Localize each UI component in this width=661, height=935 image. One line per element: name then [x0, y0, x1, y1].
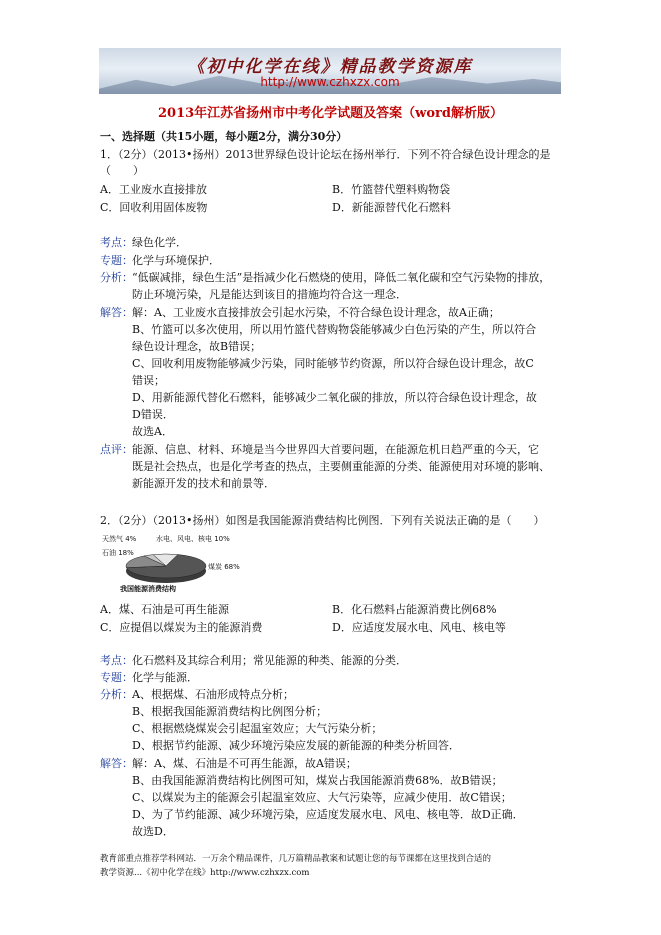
q2-fenxi-line-2: B、根据我国能源消费结构比例图分析； — [132, 705, 328, 718]
q2-fenxi-label: 分析： — [100, 688, 133, 701]
q1-option-c: C．回收利用固体废物 — [100, 201, 208, 214]
pie-chart-title: 我国能源消费结构 — [120, 585, 176, 593]
q1-stem-line-1: 1．（2分）（2013•扬州）2013世界绿色设计论坛在扬州举行．下列不符合绿色设计理念的是 — [100, 148, 551, 161]
q1-option-b: B．竹篮替代塑料购物袋 — [332, 183, 451, 196]
q2-option-b: B．化石燃料占能源消费比例68% — [332, 603, 497, 616]
q1-jieda-line-6: D、用新能源代替化石燃料，能够减少二氧化碳的排放，所以符合绿色设计理念，故 — [132, 391, 537, 404]
page-footer — [100, 852, 570, 880]
q1-jieda-line-1: 解：A、工业废水直接排放会引起水污染，不符合绿色设计理念，故A正确； — [132, 306, 500, 319]
q2-jieda-line-5: 故选D． — [132, 825, 174, 838]
q1-jieda-line-4: C、回收利用废物能够减少污染，同时能够节约资源，所以符合绿色设计理念，故C — [132, 357, 534, 370]
q2-fenxi-line-1: A、根据煤、石油形成特点分析； — [132, 688, 294, 701]
q1-fenxi-label: 分析： — [100, 271, 133, 284]
section-heading: 一、选择题（共15小题，每小题2分，满分30分） — [100, 130, 348, 143]
q2-jieda-line-3: C、以煤炭为主的能源会引起温室效应、大气污染等，应减少使用．故C错误； — [132, 791, 512, 804]
q2-fenxi-line-4: D、根据节约能源、减少环境污染应发展的新能源的种类分析回答． — [132, 739, 460, 752]
footer-line-1: 教育部重点推荐学科网站．一万余个精品课件，几万篇精品教案和试题让您的每节课都在这里找到合适的 — [100, 854, 492, 864]
q1-jieda-label: 解答： — [100, 306, 133, 319]
pie-label-oil: 石油 18% — [102, 549, 134, 557]
q2-option-c: C．应提倡以煤炭为主的能源消费 — [100, 621, 263, 634]
banner-url[interactable]: http://www.czhxzx.com — [260, 75, 400, 89]
pie-label-hydro: 水电、风电、核电 10% — [156, 535, 230, 543]
q2-fenxi-line-3: C、根据燃烧煤炭会引起温室效应；大气污染分析； — [132, 722, 383, 735]
q1-jieda-line-7: D错误． — [132, 408, 174, 421]
q1-zhuanti-text: 化学与环境保护． — [132, 254, 220, 267]
q1-fenxi-line-1: “低碳减排，绿色生活”是指减少化石燃烧的使用，降低二氧化碳和空气污染物的排放， — [132, 271, 551, 284]
q1-jieda-line-5: 错误； — [132, 374, 165, 387]
q1-jieda-line-8: 故选A． — [132, 425, 173, 438]
q1-kaodian-text: 绿色化学． — [132, 236, 187, 249]
q1-dianping-line-3: 新能源开发的技术和前景等． — [132, 477, 275, 490]
q1-stem-line-2: （ ） — [100, 164, 144, 177]
q2-jieda-line-2: B、由我国能源消费结构比例图可知，煤炭占我国能源消费68%．故B错误； — [132, 774, 503, 787]
q1-jieda-line-2: B、竹篮可以多次使用，所以用竹篮代替购物袋能够减少白色污染的产生，所以符合 — [132, 323, 537, 336]
q1-kaodian-label: 考点： — [100, 236, 133, 249]
q2-jieda-line-1: 解：A、煤、石油是不可再生能源，故A错误； — [132, 757, 357, 770]
banner-title: 《初中化学在线》精品教学资源库 — [187, 57, 473, 77]
energy-pie-chart — [100, 532, 240, 594]
q1-dianping-label: 点评： — [100, 443, 133, 456]
pie-label-coal: 煤炭 68% — [208, 563, 240, 571]
q1-dianping-line-1: 能源、信息、材料、环境是当今世界四大首要问题，在能源危机日趋严重的今天，它 — [132, 443, 539, 456]
q1-fenxi-line-2: 防止环境污染，凡是能达到该目的措施均符合这一理念． — [132, 288, 407, 301]
q1-option-d: D．新能源替代化石燃料 — [332, 201, 451, 214]
q2-zhuanti-label: 专题： — [100, 671, 133, 684]
q2-kaodian-label: 考点： — [100, 654, 133, 667]
q2-option-d: D．应适度发展水电、风电、核电等 — [332, 621, 506, 634]
header-banner — [99, 48, 561, 94]
q2-option-a: A．煤、石油是可再生能源 — [100, 603, 229, 616]
document-title: 2013年江苏省扬州市中考化学试题及答案（word解析版） — [158, 106, 503, 121]
q2-jieda-label: 解答： — [100, 757, 133, 770]
pie-label-gas: 天然气 4% — [102, 535, 137, 543]
q2-kaodian-text: 化石燃料及其综合利用；常见能源的种类、能源的分类． — [132, 654, 407, 667]
q1-option-a: A．工业废水直接排放 — [100, 183, 207, 196]
footer-line-2[interactable]: 教学资源...《初中化学在线》http://www.czhxzx.com — [100, 868, 310, 878]
q1-dianping-line-2: 既是社会热点，也是化学考查的热点，主要侧重能源的分类、能源使用对环境的影响、 — [132, 460, 550, 473]
q2-stem: 2．（2分）（2013•扬州）如图是我国能源消费结构比例图．下列有关说法正确的是（ ） — [100, 514, 545, 527]
q2-jieda-line-4: D、为了节约能源、减少环境污染，应适度发展水电、风电、核电等．故D正确． — [132, 808, 524, 821]
q2-zhuanti-text: 化学与能源． — [132, 671, 198, 684]
q1-jieda-line-3: 绿色设计理念，故B错误； — [132, 340, 262, 353]
q1-zhuanti-label: 专题： — [100, 254, 133, 267]
